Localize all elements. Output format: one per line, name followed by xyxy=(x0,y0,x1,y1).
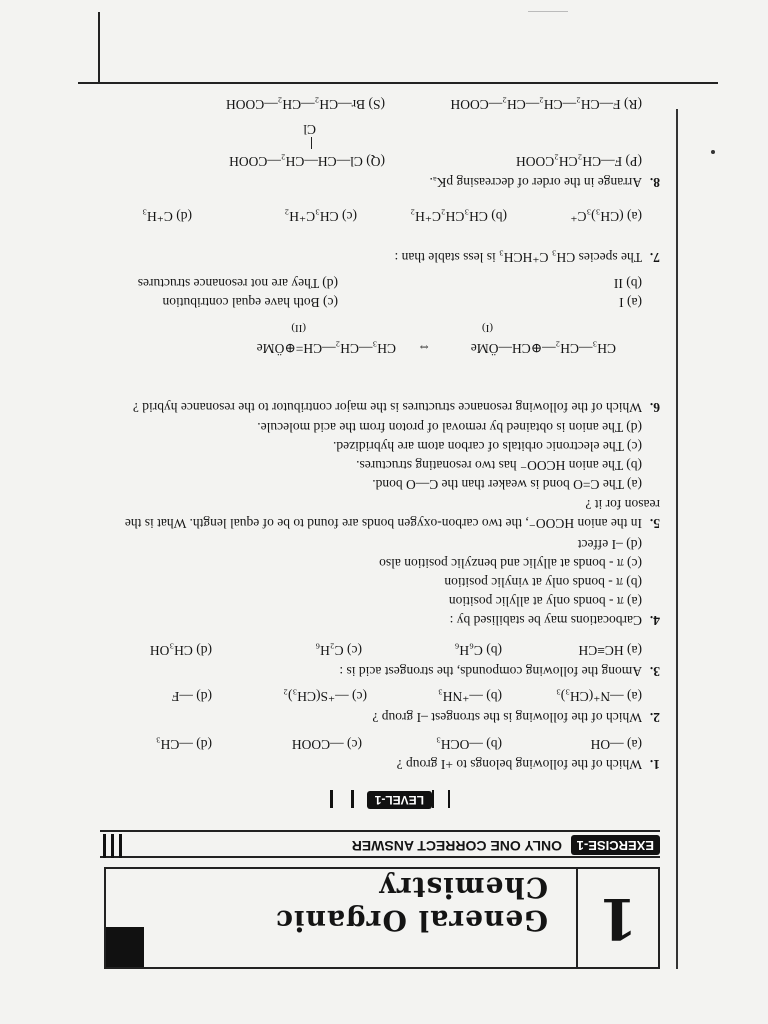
level-decor-left xyxy=(432,790,450,808)
level-heading xyxy=(330,788,450,810)
chapter-number-box xyxy=(576,869,658,967)
resonance-structure-ii: CH₃—CH₂—CH=⊕ÖMe xyxy=(256,341,396,356)
compound-p: (P) F—CH₂CH₂COOH xyxy=(515,154,642,169)
option-b: (b) The anion HCOO⁻ has two resonating structures. xyxy=(356,458,642,473)
option-d: (d) They are not resonance structures xyxy=(137,276,338,291)
option-d: (d) CH₃OH xyxy=(149,643,212,658)
chapter-title: General Organic Chemistry xyxy=(274,871,548,937)
q-substituent: Cl xyxy=(303,122,316,137)
option-c: (c) Both have equal contribution xyxy=(162,295,338,310)
question-number: 2. xyxy=(649,710,660,725)
exercise-decor-bars xyxy=(100,834,128,858)
question-text: Among the following compounds, the strongest acid is : xyxy=(339,664,642,679)
option-a: (a) HC≡CH xyxy=(578,643,642,658)
question-3-options xyxy=(102,642,642,658)
option-c: (c) —COOH xyxy=(291,737,362,752)
bottom-rule xyxy=(78,82,718,84)
option-c: (c) CH₃C⁺H₂ xyxy=(284,209,357,224)
compound-r: (R) F—CH₂—CH₂—CH₂—COOH xyxy=(450,97,642,112)
option-d: (d) —CH₃ xyxy=(155,737,212,752)
option-d: (d) The anion is obtained by removal of proton from the acid molecule. xyxy=(257,420,642,435)
option-a: (a) The C=O bond is weaker than the C—O bond. xyxy=(372,477,642,492)
option-b: (b) C₆H₆ xyxy=(454,643,502,658)
option-b: (b) II xyxy=(613,276,642,291)
level-badge: LEVEL-1 xyxy=(367,791,432,809)
question-3 xyxy=(100,662,660,681)
question-number: 3. xyxy=(649,664,660,679)
option-c: (c) π - bonds at allylic and benzylic position also xyxy=(379,556,642,571)
question-text: Which of the following resonance structures is the major contributor to the resonance hybrid ? xyxy=(132,400,642,415)
question-4 xyxy=(100,611,660,630)
question-number: 6. xyxy=(649,400,660,415)
question-2-options xyxy=(102,688,642,704)
exercise-heading xyxy=(100,830,660,858)
question-2 xyxy=(100,708,660,727)
question-text: Which of the following is the strongest –I group ? xyxy=(372,710,642,725)
question-text: The species CH₃ C⁺HCH₃ is less stable than : xyxy=(394,250,642,265)
scan-mark xyxy=(711,150,715,154)
question-number: 4. xyxy=(649,613,660,628)
question-text: In the anion HCOO⁻, the two carbon-oxygen bonds are found to be of equal length. What is the reason for it ? xyxy=(124,497,660,531)
question-number: 8. xyxy=(649,175,660,190)
option-d: (d) C⁺H₃ xyxy=(142,209,192,224)
question-6 xyxy=(100,398,660,417)
chapter-header xyxy=(104,867,660,969)
question-1 xyxy=(100,755,660,774)
option-a: (a) I xyxy=(619,295,642,310)
option-c: (c) C₂H₆ xyxy=(315,643,362,658)
chapter-number: 1 xyxy=(598,885,638,951)
margin-line xyxy=(676,109,678,969)
option-d: (d) –I effect xyxy=(577,537,642,552)
question-number: 7. xyxy=(649,250,660,265)
option-b: (b) —⁺NH₃ xyxy=(438,689,502,704)
resonance-arrow: ⇔ xyxy=(417,341,431,356)
exercise-title: ONLY ONE CORRECT ANSWER xyxy=(351,838,562,854)
question-1-options xyxy=(102,736,642,752)
chapter-decor-bar xyxy=(106,927,144,967)
resonance-structure-i: CH₃—CH₂—⊕CH—ÖMe xyxy=(470,341,616,356)
question-number: 5. xyxy=(649,516,660,531)
question-number: 1. xyxy=(649,757,660,772)
option-a: (a) —N⁺(CH₃)₃ xyxy=(556,689,642,704)
question-7-options xyxy=(102,208,642,224)
question-8 xyxy=(100,173,660,192)
level-decor-right xyxy=(330,790,354,808)
question-5 xyxy=(100,495,660,533)
structure-label-i: (I) xyxy=(482,322,493,334)
option-b: (b) π - bonds only at vinylic position xyxy=(444,575,642,590)
question-text: Arrange in the order of decreasing pKₐ. xyxy=(429,175,642,190)
side-rule xyxy=(98,12,100,82)
scan-mark xyxy=(528,11,568,12)
option-b: (b) CH₃CH₂C⁺H₂ xyxy=(410,209,507,224)
structure-label-ii: (II) xyxy=(291,322,306,334)
exercise-badge: EXERCISE-1 xyxy=(571,835,660,855)
option-a: (a) —OH xyxy=(590,737,642,752)
compound-q: (Q) Cl—CH—CH₂—COOH xyxy=(229,154,385,169)
option-c: (c) —⁺S(CH₃)₂ xyxy=(283,689,367,704)
compound-s: (S) Br—CH₂—CH₂—COOH xyxy=(225,97,385,112)
question-text: Which of the following belongs to +I group ? xyxy=(396,757,642,772)
option-c: (c) The electronic orbitals of carbon atom are hybridized. xyxy=(333,439,642,454)
question-text: Carbocations may be stabilised by : xyxy=(449,613,642,628)
option-d: (d) —F xyxy=(171,689,212,704)
option-b: (b) —OCH₃ xyxy=(436,737,502,752)
option-a: (a) (CH₃)₃C⁺ xyxy=(570,209,642,224)
question-7 xyxy=(100,248,660,267)
q-substituent-bond xyxy=(311,137,312,149)
option-a: (a) π - bonds only at allylic position xyxy=(448,594,642,609)
